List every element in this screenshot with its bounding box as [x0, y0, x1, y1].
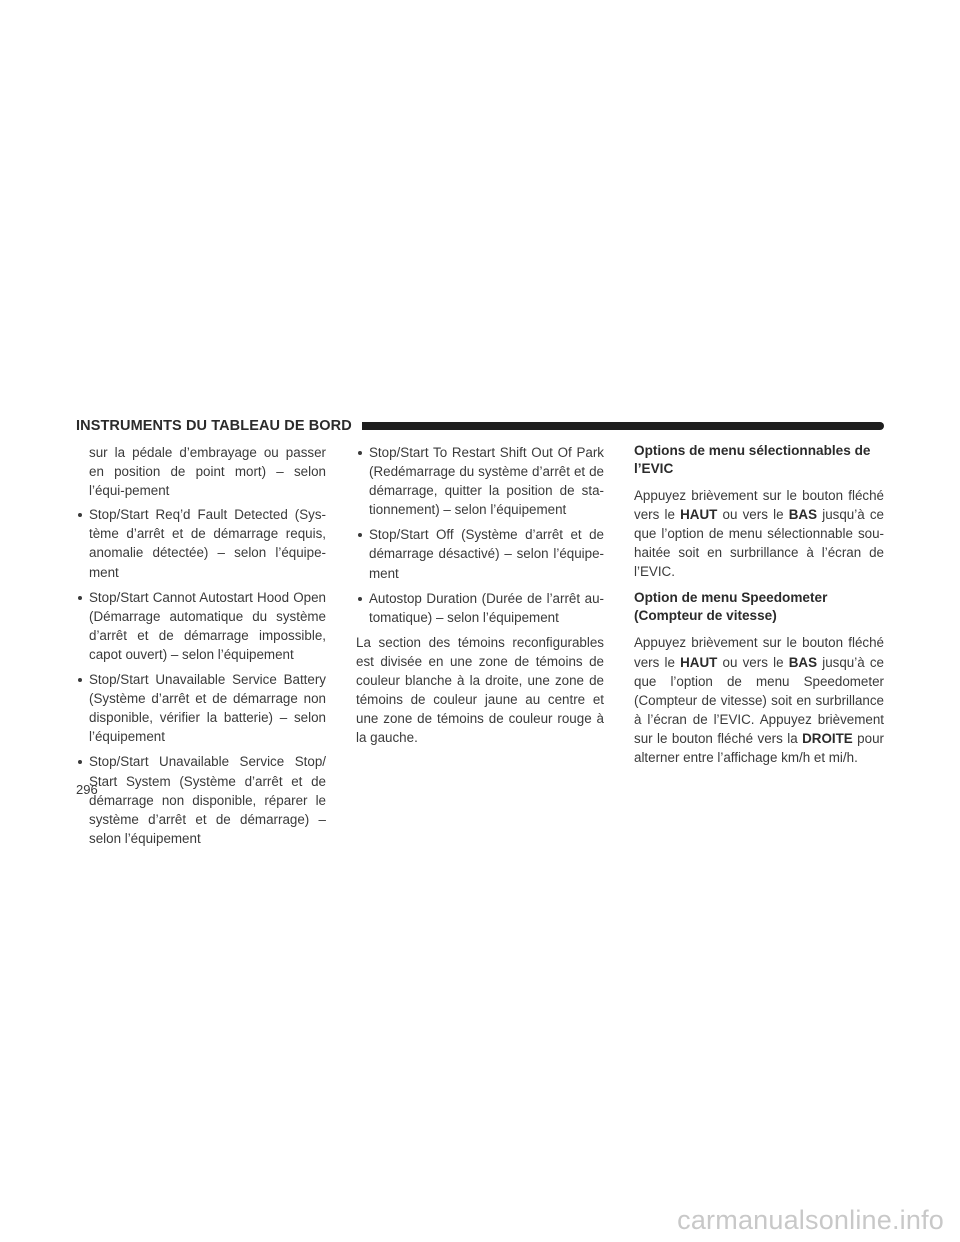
button-name: BAS	[788, 654, 818, 670]
list-item: Stop/Start Off (Système d’arrêt et de démarrage désactivé) – selon l’équipe-ment	[356, 525, 604, 582]
list-item: Stop/Start Unavailable Service Battery (Système d’arrêt et de démarrage non disponible, vérifier la batterie) – selon l’équipement	[76, 670, 326, 746]
column-left	[76, 443, 326, 854]
page-number: 296	[76, 782, 98, 797]
column-middle	[356, 443, 604, 755]
header-rule	[362, 422, 884, 430]
button-name: HAUT	[680, 654, 718, 670]
column-right	[634, 443, 884, 775]
list-item: Stop/Start Cannot Autostart Hood Open (Démarrage automatique du système d’arrêt et de démarrage impossible, capot ouvert) – selon l’équipement	[76, 588, 326, 664]
list-item: Stop/Start Unavailable Service Stop/ Start System (Système d’arrêt et de démarrage non disponible, réparer le système d’arrêt et de démarrage) – selon l’équipement	[76, 752, 326, 847]
list-item: Stop/Start Req’d Fault Detected (Sys-tème d’arrêt et de démarrage requis, anomalie détectée) – selon l’équipe-ment	[76, 505, 326, 581]
subsection-heading: Option de menu Speedometer (Compteur de vitesse)	[634, 590, 828, 624]
body-paragraph: Appuyez brièvement sur le bouton fléché vers le HAUT ou vers le BAS jusqu’à ce que l’option de menu sélectionnable sou-haitée soit en surbrillance à l’écran de l’EVIC.	[634, 488, 884, 580]
section-title: INSTRUMENTS DU TABLEAU DE BORD	[76, 418, 352, 434]
section-header	[76, 416, 884, 436]
body-paragraph: La section des témoins reconfigurables est divisée en une zone de témoins de couleur blanche à la droite, une zone de témoins de couleur jaune au centre et une zone de témoins de couleur rouge à la gauche.	[356, 634, 604, 746]
list-item: Stop/Start To Restart Shift Out Of Park (Redémarrage du système d’arrêt et de démarrage, quitter la position de sta-tionnement) – selon l’équipement	[356, 443, 604, 519]
continued-text: sur la pédale d’embrayage ou passer en position de point mort) – selon l’équi-pement	[89, 445, 326, 499]
button-name: DROITE	[802, 730, 853, 746]
subsection-heading: Options de menu sélectionnables de l’EVIC	[634, 443, 871, 476]
button-name: BAS	[788, 507, 818, 523]
watermark: carmanualsonline.info	[677, 1205, 944, 1235]
button-name: HAUT	[680, 507, 718, 523]
body-paragraph: Appuyez brièvement sur le bouton fléché vers le HAUT ou vers le BAS jusqu’à ce que l’option de menu Speedometer (Compteur de vitesse) soit en surbrillance à l’écran de l’EVIC. Appuyez brièvement sur le bouton fléché vers la DROITE pour alterner entre l’affichage km/h et mi/h.	[634, 635, 884, 766]
list-item: Autostop Duration (Durée de l’arrêt au-tomatique) – selon l’équipement	[356, 589, 604, 627]
